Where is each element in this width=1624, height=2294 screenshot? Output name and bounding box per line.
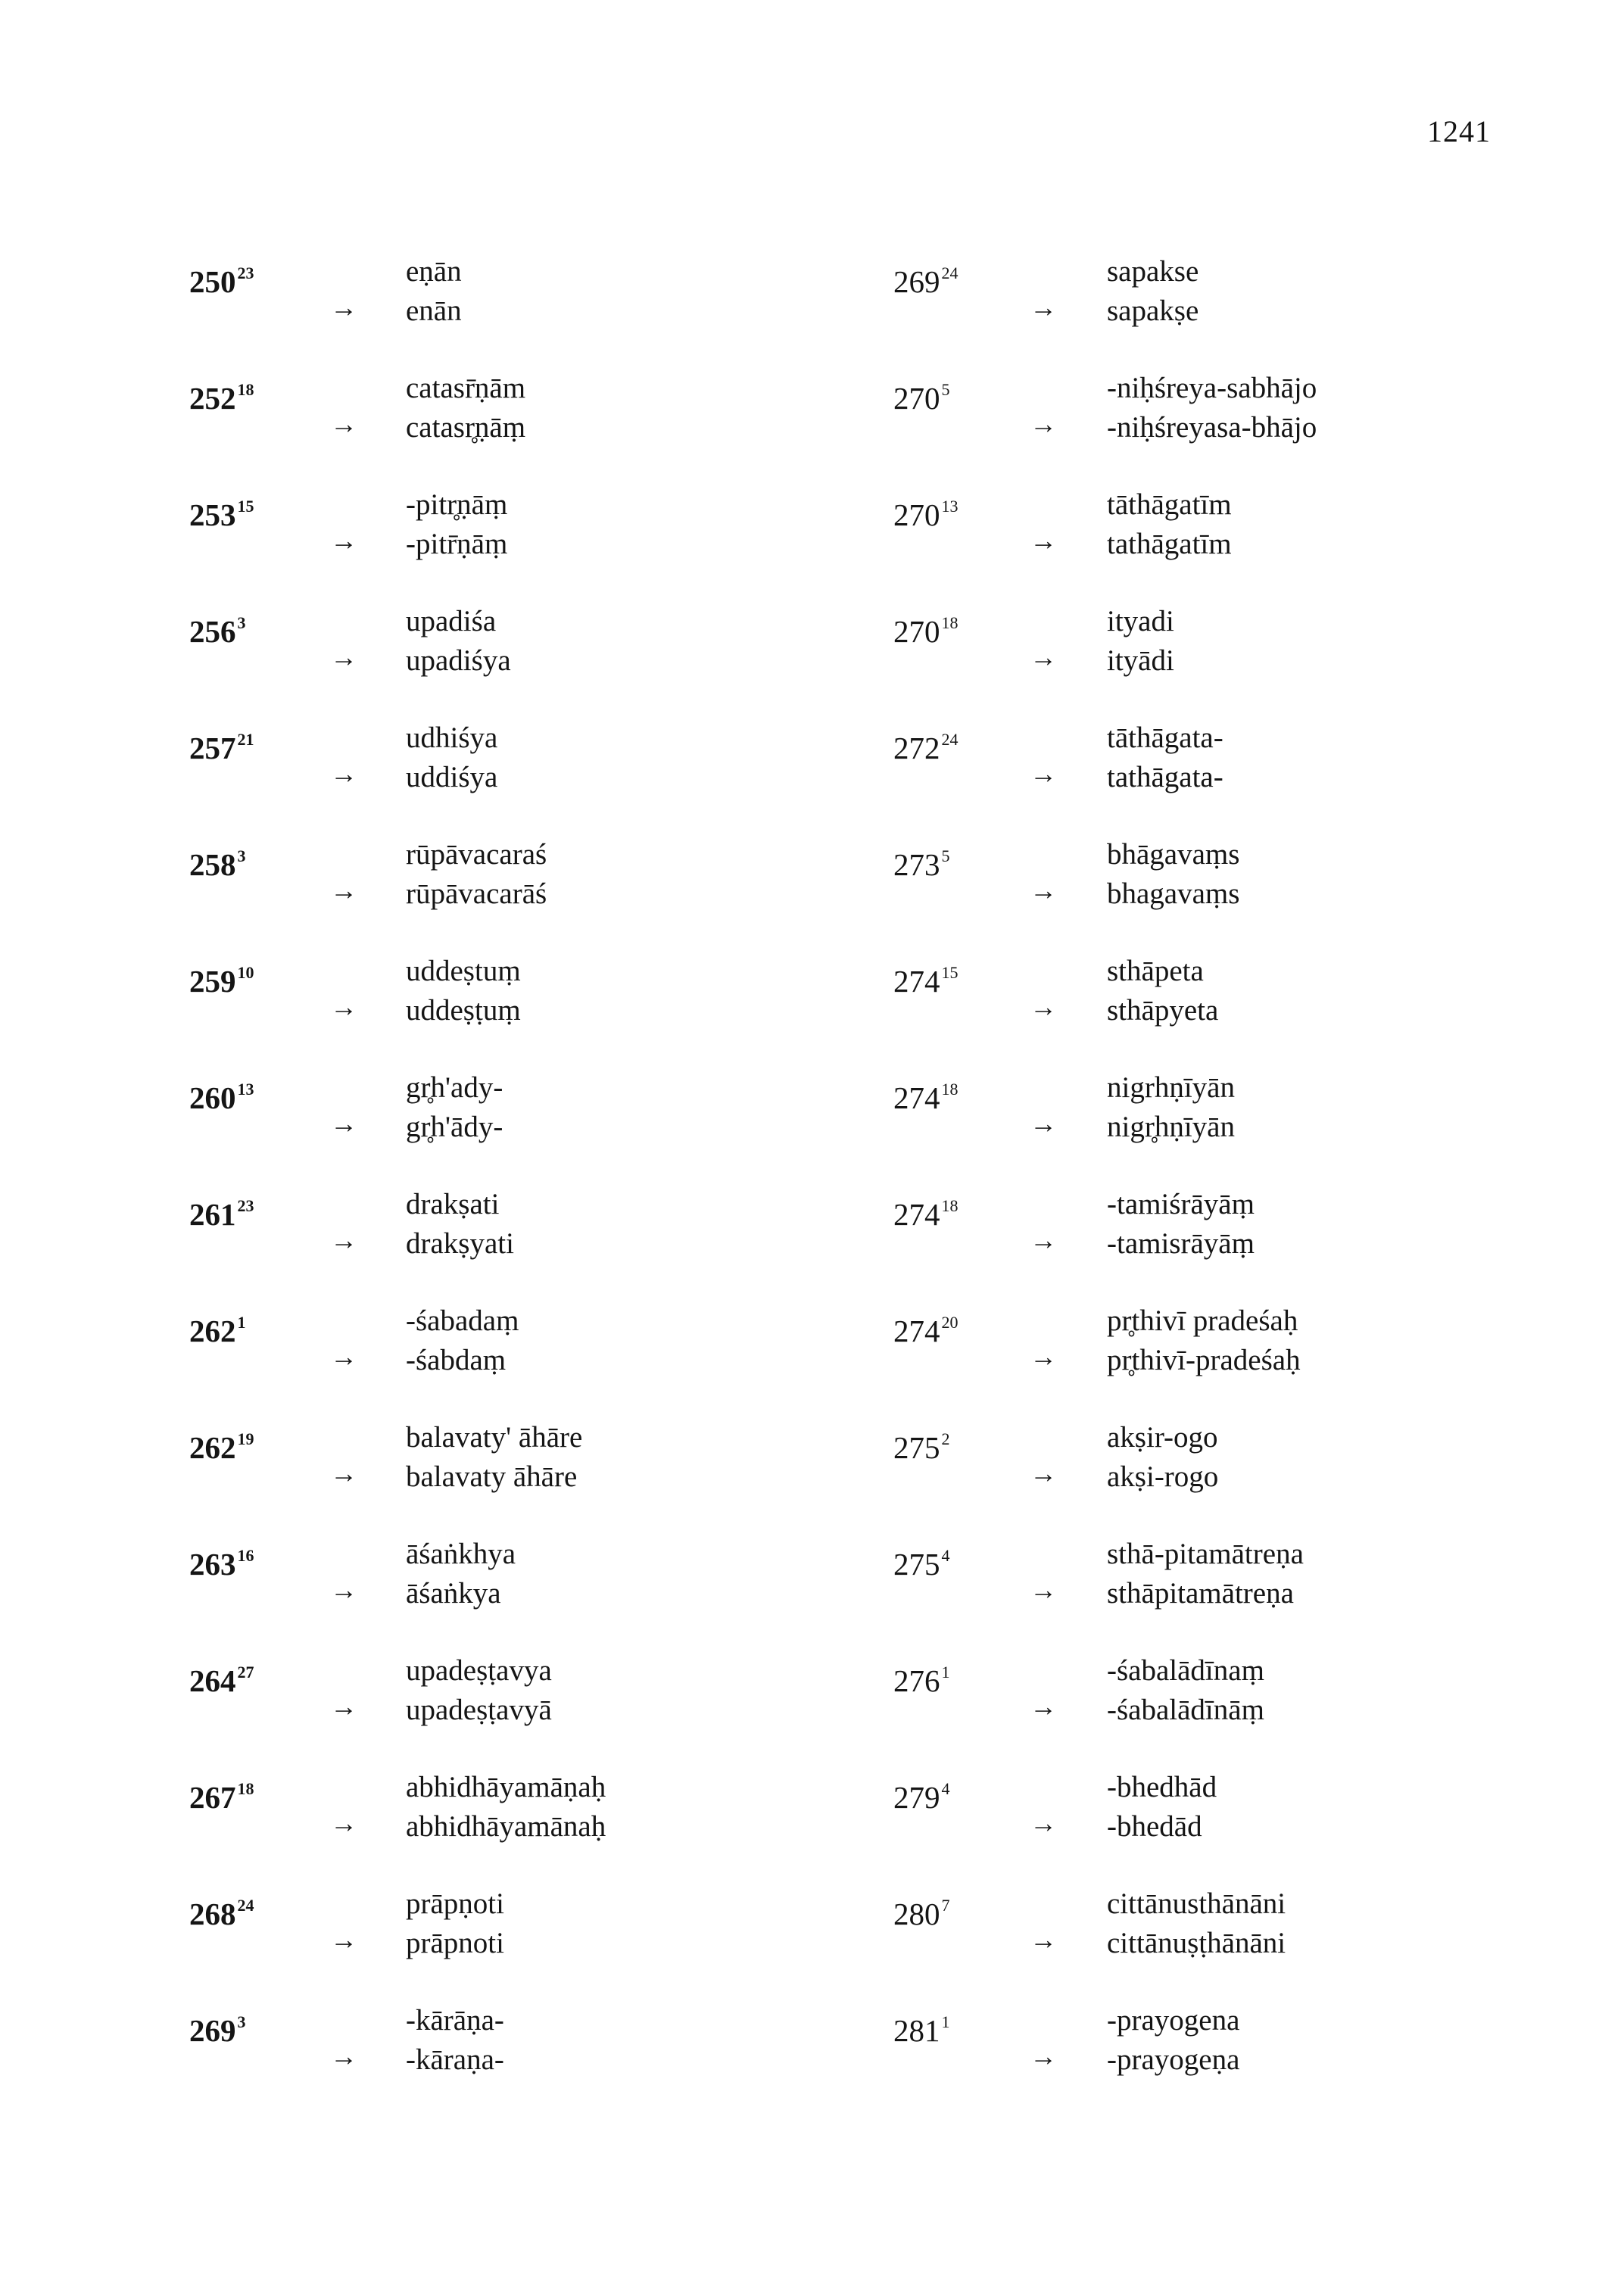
- corrected-reading: ityādi: [1107, 644, 1174, 677]
- page-reference: [189, 380, 254, 416]
- original-reading: prāpṇoti: [406, 1887, 504, 1920]
- corrected-reading: tathāgata-: [1107, 761, 1223, 793]
- arrow-right-icon: →: [330, 2041, 357, 2071]
- arrow-right-icon: →: [330, 1691, 357, 1722]
- line-number-ref: 24: [237, 1896, 254, 1915]
- arrow-right-icon: →: [330, 1808, 357, 1838]
- page-number-ref: 275: [893, 1547, 940, 1582]
- corrected-reading: -prayogeṇa: [1107, 2043, 1240, 2076]
- corrected-reading: -pitr̄ṇāṃ: [406, 528, 508, 560]
- errata-entry: [893, 1304, 1575, 1420]
- arrow-right-icon: →: [330, 875, 357, 905]
- arrow-right-icon: →: [1030, 1342, 1057, 1372]
- errata-entry: [189, 837, 871, 954]
- arrow-right-icon: →: [1030, 1108, 1057, 1139]
- errata-entry: [189, 1071, 871, 1187]
- corrected-reading: uddiśya: [406, 761, 498, 793]
- line-number-ref: 21: [237, 730, 254, 749]
- corrected-reading: cittānuṣṭhānāni: [1107, 1927, 1286, 1959]
- original-reading: -śabadaṃ: [406, 1304, 519, 1337]
- errata-entry: [189, 954, 871, 1071]
- page-number-ref: 264: [189, 1663, 236, 1698]
- original-reading: tāthāgatīm: [1107, 488, 1232, 521]
- line-number-ref: 18: [237, 1779, 254, 1798]
- page-reference: [893, 1896, 950, 1932]
- corrected-reading: sthāpitamātreṇa: [1107, 1577, 1294, 1610]
- original-reading: ityadi: [1107, 605, 1174, 637]
- line-number-ref: 7: [941, 1896, 950, 1915]
- errata-entry: [893, 1537, 1575, 1653]
- line-number-ref: 20: [941, 1313, 959, 1332]
- errata-entry: [893, 1887, 1575, 2003]
- page-reference: [189, 1779, 254, 1816]
- page-reference: [893, 497, 959, 533]
- arrow-right-icon: →: [330, 1458, 357, 1488]
- arrow-right-icon: →: [330, 1925, 357, 1955]
- page-reference: [189, 730, 254, 766]
- corrected-reading: upadeṣṭavyā: [406, 1694, 552, 1726]
- line-number-ref: 3: [237, 2012, 246, 2031]
- corrected-reading: -bhedād: [1107, 1810, 1202, 1843]
- errata-entry: [893, 488, 1575, 604]
- page-reference: [189, 1429, 254, 1466]
- line-number-ref: 10: [237, 963, 254, 982]
- line-number-ref: 19: [237, 1429, 254, 1448]
- page-number-ref: 273: [893, 847, 940, 882]
- arrow-right-icon: →: [1030, 1575, 1057, 1605]
- page-reference: [893, 1663, 950, 1699]
- line-number-ref: 15: [941, 963, 959, 982]
- line-number-ref: 1: [941, 2012, 950, 2031]
- errata-entry: [189, 721, 871, 837]
- line-number-ref: 5: [941, 380, 950, 399]
- page-number-ref: 256: [189, 614, 236, 649]
- page-reference: [189, 963, 254, 999]
- original-reading: -bhedhād: [1107, 1771, 1217, 1803]
- arrow-right-icon: →: [1030, 525, 1057, 556]
- original-reading: catasr̄ṇām: [406, 372, 526, 404]
- corrected-reading: catasr̥ṇāṃ: [406, 411, 526, 444]
- page-number-ref: 268: [189, 1897, 236, 1931]
- arrow-right-icon: →: [1030, 409, 1057, 439]
- errata-entry: [893, 721, 1575, 837]
- original-reading: eṇān: [406, 255, 462, 288]
- page-reference: [893, 613, 959, 650]
- errata-entry: [893, 1071, 1575, 1187]
- page-reference: [189, 1080, 254, 1116]
- arrow-right-icon: →: [330, 642, 357, 672]
- errata-entry: [189, 1887, 871, 2003]
- line-number-ref: 5: [941, 846, 950, 865]
- errata-entry: [893, 604, 1575, 721]
- right-errata-column: [893, 254, 1575, 2120]
- arrow-right-icon: →: [1030, 2041, 1057, 2071]
- page-number-ref: 261: [189, 1197, 236, 1232]
- original-reading: abhidhāyamāṇaḥ: [406, 1771, 606, 1803]
- page-number: 1241: [1427, 114, 1491, 148]
- corrected-reading: sapakṣe: [1107, 295, 1199, 327]
- corrected-reading: drakṣyati: [406, 1227, 514, 1260]
- page-number-ref: 253: [189, 497, 236, 532]
- page-reference: [893, 1196, 959, 1233]
- arrow-right-icon: →: [330, 1575, 357, 1605]
- page-number-ref: 274: [893, 1314, 940, 1348]
- page-number-ref: 258: [189, 847, 236, 882]
- page-reference: [893, 1313, 959, 1349]
- corrected-reading: enān: [406, 295, 462, 327]
- line-number-ref: 4: [941, 1546, 950, 1565]
- errata-entry: [893, 954, 1575, 1071]
- page-number-ref: 281: [893, 2013, 940, 2048]
- corrected-reading: sthāpyeta: [1107, 994, 1219, 1027]
- page-reference: [893, 730, 959, 766]
- page-number-ref: 252: [189, 381, 236, 416]
- line-number-ref: 3: [237, 846, 246, 865]
- page-reference: [189, 497, 254, 533]
- line-number-ref: 18: [941, 613, 959, 632]
- arrow-right-icon: →: [330, 1342, 357, 1372]
- left-errata-column: [189, 254, 871, 2120]
- original-reading: upadiśa: [406, 605, 497, 637]
- page-reference: [893, 1080, 959, 1116]
- original-reading: -niḥśreya-sabhājo: [1107, 372, 1317, 404]
- original-reading: -tamiśrāyāṃ: [1107, 1188, 1255, 1220]
- line-number-ref: 13: [237, 1080, 254, 1099]
- arrow-right-icon: →: [330, 759, 357, 789]
- errata-entry: [189, 2003, 871, 2120]
- line-number-ref: 15: [237, 497, 254, 516]
- corrected-reading: -śabdaṃ: [406, 1344, 507, 1376]
- original-reading: udhiśya: [406, 722, 498, 754]
- errata-entry: [189, 1653, 871, 1770]
- original-reading: tāthāgata-: [1107, 722, 1223, 754]
- corrected-reading: uddeṣṭuṃ: [406, 994, 521, 1027]
- corrected-reading: -kāraṇa-: [406, 2043, 504, 2076]
- arrow-right-icon: →: [1030, 292, 1057, 323]
- page-number-ref: 260: [189, 1080, 236, 1115]
- corrected-reading: -tamisrāyāṃ: [1107, 1227, 1255, 1260]
- page-reference: [189, 1663, 254, 1699]
- errata-entry: [189, 1537, 871, 1653]
- original-reading: -kārāṇa-: [406, 2004, 504, 2037]
- errata-entry: [189, 371, 871, 488]
- page-number-ref: 276: [893, 1663, 940, 1698]
- line-number-ref: 27: [237, 1663, 254, 1682]
- page-reference: [893, 1429, 950, 1466]
- line-number-ref: 3: [237, 613, 246, 632]
- page-number-ref: 263: [189, 1547, 236, 1582]
- page-number-ref: 274: [893, 1197, 940, 1232]
- page-reference: [893, 963, 959, 999]
- arrow-right-icon: →: [330, 1108, 357, 1139]
- original-reading: drakṣati: [406, 1188, 500, 1220]
- page-number-ref: 270: [893, 497, 940, 532]
- arrow-right-icon: →: [1030, 1691, 1057, 1722]
- original-reading: bhāgavaṃs: [1107, 838, 1240, 871]
- page-reference: [189, 1196, 254, 1233]
- errata-entry: [893, 837, 1575, 954]
- original-reading: sthā-pitamātreṇa: [1107, 1538, 1304, 1570]
- original-reading: cittānusthānāni: [1107, 1887, 1286, 1920]
- corrected-reading: akṣi-rogo: [1107, 1460, 1219, 1493]
- arrow-right-icon: →: [1030, 1808, 1057, 1838]
- corrected-reading: pr̥thivī-pradeśaḥ: [1107, 1344, 1301, 1376]
- arrow-right-icon: →: [1030, 1225, 1057, 1255]
- page-number-ref: 250: [189, 264, 236, 299]
- original-reading: upadeṣṭavya: [406, 1654, 552, 1687]
- line-number-ref: 1: [237, 1313, 246, 1332]
- page-number-ref: 275: [893, 1430, 940, 1465]
- page-number-ref: 270: [893, 381, 940, 416]
- errata-entry: [893, 1653, 1575, 1770]
- line-number-ref: 18: [941, 1080, 959, 1099]
- page-number-ref: 259: [189, 964, 236, 999]
- arrow-right-icon: →: [330, 409, 357, 439]
- page-reference: [893, 846, 950, 883]
- original-reading: rūpāvacaraś: [406, 838, 547, 871]
- page-number-ref: 267: [189, 1780, 236, 1815]
- page-reference: [893, 380, 950, 416]
- arrow-right-icon: →: [1030, 1925, 1057, 1955]
- arrow-right-icon: →: [1030, 875, 1057, 905]
- page-reference: [893, 263, 959, 300]
- original-reading: pr̥thivī pradeśaḥ: [1107, 1304, 1298, 1337]
- original-reading: nigrhṇīyān: [1107, 1071, 1235, 1104]
- page-reference: [893, 2012, 950, 2049]
- errata-entry: [189, 488, 871, 604]
- errata-entry: [189, 1770, 871, 1887]
- arrow-right-icon: →: [330, 292, 357, 323]
- page-reference: [189, 2012, 246, 2049]
- page-reference: [189, 263, 254, 300]
- page-number-ref: 280: [893, 1897, 940, 1931]
- line-number-ref: 23: [237, 263, 254, 282]
- corrected-reading: nigr̥hṇīyān: [1107, 1111, 1235, 1143]
- arrow-right-icon: →: [330, 525, 357, 556]
- original-reading: uddeṣtuṃ: [406, 955, 521, 987]
- corrected-reading: balavaty āhāre: [406, 1460, 578, 1493]
- errata-entry: [893, 1187, 1575, 1304]
- line-number-ref: 16: [237, 1546, 254, 1565]
- errata-entry: [189, 254, 871, 371]
- errata-entry: [189, 1304, 871, 1420]
- corrected-reading: -niḥśreyasa-bhājo: [1107, 411, 1317, 444]
- line-number-ref: 24: [941, 263, 959, 282]
- corrected-reading: gr̥h'ādy-: [406, 1111, 503, 1143]
- original-reading: sapakse: [1107, 255, 1199, 288]
- original-reading: -pitr̥ṇāṃ: [406, 488, 508, 521]
- errata-entry: [893, 1770, 1575, 1887]
- arrow-right-icon: →: [330, 992, 357, 1022]
- page-reference: [189, 1896, 254, 1932]
- page-reference: [189, 613, 246, 650]
- errata-entry: [189, 604, 871, 721]
- corrected-reading: tathāgatīm: [1107, 528, 1232, 560]
- arrow-right-icon: →: [1030, 642, 1057, 672]
- corrected-reading: upadiśya: [406, 644, 511, 677]
- errata-entry: [893, 1420, 1575, 1537]
- corrected-reading: abhidhāyamānaḥ: [406, 1810, 606, 1843]
- page-number-ref: 279: [893, 1780, 940, 1815]
- line-number-ref: 18: [237, 380, 254, 399]
- arrow-right-icon: →: [1030, 759, 1057, 789]
- errata-entry: [189, 1187, 871, 1304]
- page-number-ref: 262: [189, 1314, 236, 1348]
- errata-entry: [893, 254, 1575, 371]
- line-number-ref: 24: [941, 730, 959, 749]
- line-number-ref: 4: [941, 1779, 950, 1798]
- original-reading: -prayogena: [1107, 2004, 1240, 2037]
- arrow-right-icon: →: [330, 1225, 357, 1255]
- page-number-ref: 274: [893, 1080, 940, 1115]
- corrected-reading: -śabalādīnāṃ: [1107, 1694, 1264, 1726]
- page-number-ref: 257: [189, 731, 236, 765]
- line-number-ref: 23: [237, 1196, 254, 1215]
- errata-entry: [893, 2003, 1575, 2120]
- arrow-right-icon: →: [1030, 1458, 1057, 1488]
- corrected-reading: rūpāvacarāś: [406, 877, 547, 910]
- line-number-ref: 1: [941, 1663, 950, 1682]
- errata-entry: [893, 371, 1575, 488]
- page-number-ref: 272: [893, 731, 940, 765]
- corrected-reading: bhagavaṃs: [1107, 877, 1240, 910]
- errata-entry: [189, 1420, 871, 1537]
- original-reading: sthāpeta: [1107, 955, 1204, 987]
- line-number-ref: 2: [941, 1429, 950, 1448]
- original-reading: -śabalādīnaṃ: [1107, 1654, 1264, 1687]
- page-reference: [189, 846, 246, 883]
- original-reading: akṣir-ogo: [1107, 1421, 1218, 1454]
- line-number-ref: 18: [941, 1196, 959, 1215]
- original-reading: gr̥h'ady-: [406, 1071, 503, 1104]
- corrected-reading: prāpnoti: [406, 1927, 504, 1959]
- page-number-ref: 262: [189, 1430, 236, 1465]
- page-reference: [893, 1779, 950, 1816]
- page-number-ref: 269: [189, 2013, 236, 2048]
- page-number-ref: 270: [893, 614, 940, 649]
- page-number-ref: 274: [893, 964, 940, 999]
- page-reference: [189, 1313, 246, 1349]
- arrow-right-icon: →: [1030, 992, 1057, 1022]
- page-number-ref: 269: [893, 264, 940, 299]
- original-reading: āśaṅkhya: [406, 1538, 516, 1570]
- page-reference: [893, 1546, 950, 1582]
- page-reference: [189, 1546, 254, 1582]
- line-number-ref: 13: [941, 497, 959, 516]
- original-reading: balavaty' āhāre: [406, 1421, 583, 1454]
- corrected-reading: āśaṅkya: [406, 1577, 501, 1610]
